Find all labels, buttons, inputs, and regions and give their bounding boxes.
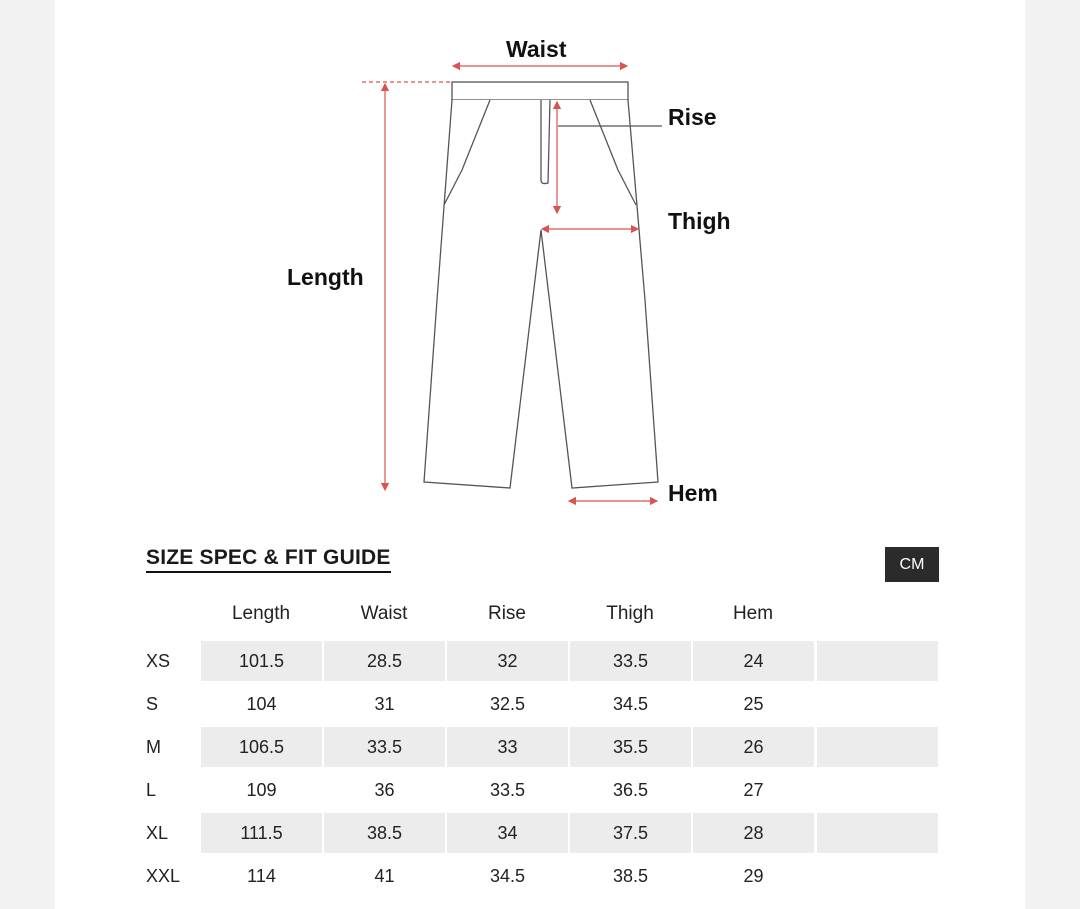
size-label: XS [146, 651, 171, 671]
length-label: Length [287, 264, 364, 290]
rise-label: Rise [668, 104, 717, 130]
hem-label: Hem [668, 480, 718, 506]
waist-label: Waist [506, 36, 567, 62]
table-row [0, 727, 1080, 767]
table-row [0, 641, 1080, 681]
thigh-label: Thigh [668, 208, 731, 234]
size-guide-title: SIZE SPEC & FIT GUIDE [146, 546, 391, 573]
table-cell: 31 [374, 694, 395, 714]
size-label: XXL [146, 866, 181, 886]
table-cell-empty [817, 813, 938, 853]
size-label: L [146, 780, 157, 800]
table-cell: 32.5 [489, 694, 526, 714]
table-row [0, 770, 1080, 810]
table-cell: 28 [693, 813, 814, 853]
table-cell: 37.5 [570, 813, 691, 853]
table-cell: 36.5 [612, 780, 649, 800]
table-row [0, 684, 1080, 724]
table-cell: 111.5 [201, 813, 322, 853]
table-cell: 109 [246, 780, 277, 800]
size-label: M [146, 737, 161, 757]
pants-outline [424, 82, 658, 488]
table-cell: 33 [447, 727, 568, 767]
table-cell-empty [817, 727, 938, 767]
column-header: Waist [360, 603, 408, 624]
table-cell: 36 [374, 780, 395, 800]
table-cell: 25 [743, 694, 764, 714]
table-cell: 35.5 [570, 727, 691, 767]
table-cell: 38.5 [324, 813, 445, 853]
table-cell: 34.5 [489, 866, 526, 886]
column-header: Rise [487, 603, 526, 624]
table-cell: 33.5 [324, 727, 445, 767]
table-cell: 34 [447, 813, 568, 853]
table-cell: 29 [743, 866, 764, 886]
table-cell: 41 [374, 866, 395, 886]
table-cell: 33.5 [489, 780, 526, 800]
table-cell: 32 [447, 641, 568, 681]
table-cell: 104 [246, 694, 277, 714]
table-cell: 114 [247, 866, 276, 886]
size-label: S [146, 694, 159, 714]
column-header: Thigh [606, 603, 654, 624]
column-header: Hem [732, 603, 774, 624]
table-cell: 38.5 [612, 866, 649, 886]
table-row [0, 813, 1080, 853]
unit-toggle-button[interactable]: CM [885, 547, 939, 582]
column-header: Length [231, 603, 291, 624]
table-cell: 34.5 [612, 694, 649, 714]
size-label: XL [146, 823, 169, 843]
table-cell: 106.5 [201, 727, 322, 767]
table-cell: 28.5 [324, 641, 445, 681]
table-row [0, 856, 1080, 896]
table-cell-empty [817, 641, 938, 681]
table-cell: 33.5 [570, 641, 691, 681]
table-cell: 27 [743, 780, 764, 800]
table-cell: 101.5 [201, 641, 322, 681]
table-cell: 26 [693, 727, 814, 767]
table-cell: 24 [693, 641, 814, 681]
